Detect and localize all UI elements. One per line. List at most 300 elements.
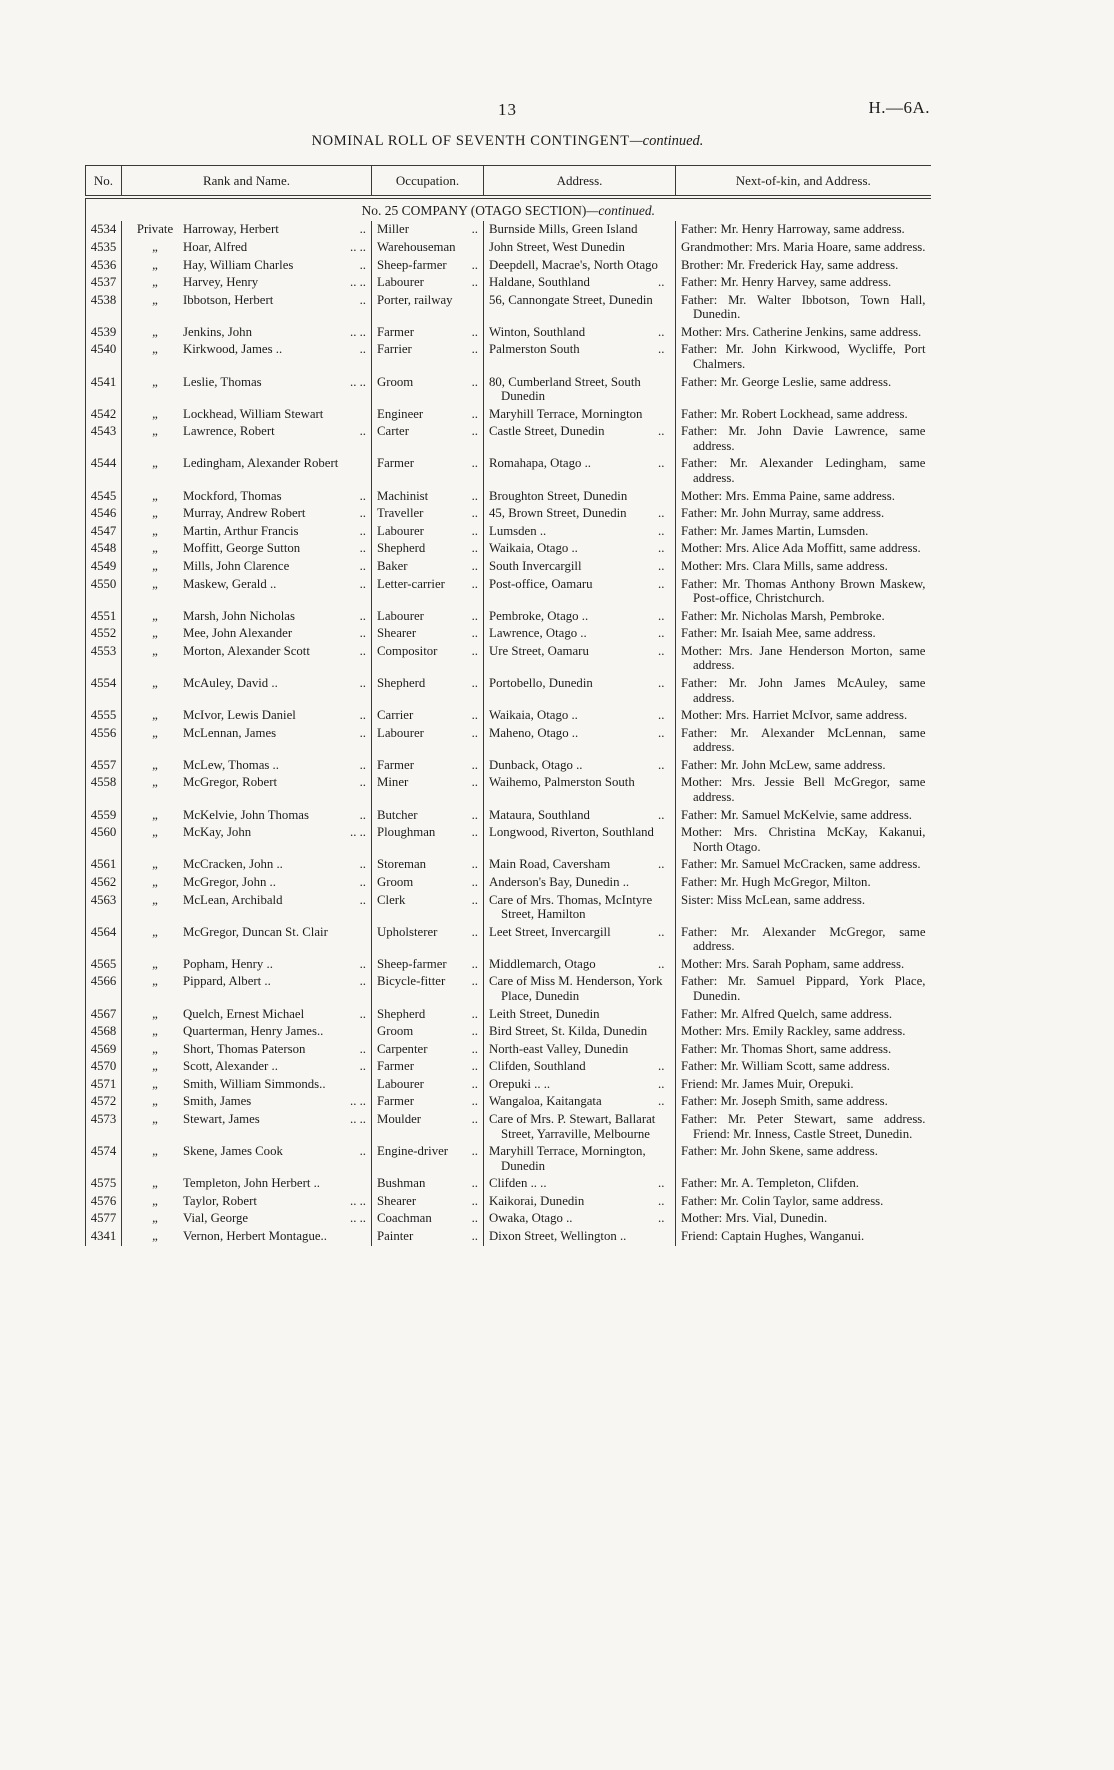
row-name: Ibbotson, Herbert xyxy=(183,292,274,307)
occupation-leader-dots: .. xyxy=(471,424,478,439)
row-name: Quelch, Ernest Michael xyxy=(183,1006,305,1021)
row-next-of-kin: Mother: Mrs. Emily Rackley, same address. xyxy=(681,1024,906,1039)
occupation-leader-dots: .. xyxy=(471,892,478,907)
address-leader-dots: .. xyxy=(658,708,665,723)
row-next-of-kin: Father: Mr. Alexander McLennan, same address. xyxy=(681,725,926,755)
occupation-leader-dots: .. xyxy=(471,775,478,790)
row-address-cell xyxy=(484,1006,676,1024)
row-rank: „ xyxy=(152,488,158,503)
row-occupation-cell xyxy=(372,1210,484,1228)
occupation-leader-dots: .. xyxy=(471,1094,478,1109)
rank-and-name-cell xyxy=(127,222,366,237)
rank-and-name-cell xyxy=(127,708,366,723)
row-address-cell xyxy=(484,1041,676,1059)
row-next-of-kin: Father: Mr. Samuel Pippard, York Place, Dunedin. xyxy=(681,974,926,1003)
name-leader-dots: .. xyxy=(359,956,366,971)
row-occupation: Upholsterer xyxy=(377,924,438,939)
occupation-leader-dots: .. xyxy=(471,1006,478,1021)
row-occupation-cell xyxy=(372,874,484,892)
row-name-wrap xyxy=(183,1229,366,1244)
row-name-wrap xyxy=(183,875,366,890)
rank-and-name-cell xyxy=(127,1007,366,1022)
row-occupation-cell xyxy=(372,625,484,643)
row-number: 4536 xyxy=(86,257,122,275)
row-number: 4561 xyxy=(86,856,122,874)
row-address: Maheno, Otago .. xyxy=(489,725,579,740)
occupation-leader-dots: .. xyxy=(471,956,478,971)
row-address-cell xyxy=(484,856,676,874)
row-address-cell xyxy=(484,292,676,324)
row-rank: „ xyxy=(152,874,158,889)
row-rank: „ xyxy=(152,974,158,989)
row-address-cell xyxy=(484,324,676,342)
name-leader-dots: .. xyxy=(359,974,366,989)
table-row xyxy=(86,774,931,806)
row-name: McKay, John xyxy=(183,825,252,840)
name-leader-dots: .. .. xyxy=(350,1211,366,1226)
row-number: 4552 xyxy=(86,625,122,643)
section-heading-main: No. 25 COMPANY (OTAGO SECTION) xyxy=(361,203,587,218)
row-name-wrap xyxy=(183,222,366,237)
table-row xyxy=(86,523,931,541)
row-address-cell xyxy=(484,757,676,775)
table-row xyxy=(86,824,931,856)
row-number: 4547 xyxy=(86,523,122,541)
row-name: McGregor, John .. xyxy=(183,874,276,889)
table-row xyxy=(86,292,931,324)
row-occupation: Farmer xyxy=(377,456,414,471)
table-row xyxy=(86,221,931,239)
table-row xyxy=(86,1006,931,1024)
row-occupation: Miller xyxy=(377,222,409,237)
name-leader-dots: .. xyxy=(359,675,366,690)
row-address-cell xyxy=(484,1093,676,1111)
row-address: Waikaia, Otago .. xyxy=(489,708,578,723)
row-name: Morton, Alexander Scott xyxy=(183,643,310,658)
row-address: Castle Street, Dunedin xyxy=(489,424,605,439)
table-row xyxy=(86,239,931,257)
row-occupation: Storeman xyxy=(377,857,427,872)
row-number: 4559 xyxy=(86,807,122,825)
page-number: 13 xyxy=(498,100,517,119)
row-name-wrap xyxy=(183,375,366,390)
row-name: Popham, Henry .. xyxy=(183,956,273,971)
row-name-wrap xyxy=(183,775,366,790)
row-occupation: Labourer xyxy=(377,608,424,623)
row-rank: „ xyxy=(152,1094,158,1109)
rank-and-name-cell xyxy=(127,541,366,556)
row-occupation-cell xyxy=(372,956,484,974)
row-rank: Private xyxy=(136,222,174,237)
rank-and-name-cell xyxy=(127,676,366,691)
table-header xyxy=(86,166,931,198)
name-leader-dots: .. xyxy=(359,626,366,641)
row-address-cell xyxy=(484,274,676,292)
row-name: Vernon, Herbert Montague.. xyxy=(183,1229,327,1244)
row-next-of-kin: Mother: Mrs. Alice Ada Moffitt, same address. xyxy=(681,541,921,556)
row-name-wrap xyxy=(183,524,366,539)
rank-and-name-cell xyxy=(127,758,366,773)
row-next-of-kin: Father: Mr. Walter Ibbotson, Town Hall, Dunedin. xyxy=(681,292,926,322)
occupation-leader-dots: .. xyxy=(471,374,478,389)
row-name-wrap xyxy=(183,708,366,723)
name-leader-dots: .. .. xyxy=(350,374,366,389)
occupation-leader-dots: .. xyxy=(471,708,478,723)
row-name-wrap xyxy=(183,1007,366,1022)
row-address: Wangaloa, Kaitangata xyxy=(489,1094,602,1109)
row-rank: „ xyxy=(152,924,158,939)
row-next-of-kin: Father: Mr. William Scott, same address. xyxy=(681,1059,890,1074)
row-number: 4563 xyxy=(86,892,122,924)
row-name: McLew, Thomas .. xyxy=(183,757,279,772)
row-name-wrap xyxy=(183,974,366,989)
address-leader-dots: .. xyxy=(658,541,665,556)
row-occupation: Groom xyxy=(377,1024,414,1039)
address-leader-dots: .. xyxy=(658,757,665,772)
row-address: Clifden .. .. xyxy=(489,1176,547,1191)
row-number: 4557 xyxy=(86,757,122,775)
rank-and-name-cell xyxy=(127,506,366,521)
row-name-wrap xyxy=(183,1094,366,1109)
row-address: Owaka, Otago .. xyxy=(489,1211,573,1226)
row-rank: „ xyxy=(152,506,158,521)
row-occupation-cell xyxy=(372,1093,484,1111)
row-name: Jenkins, John xyxy=(183,324,252,339)
row-address: Burnside Mills, Green Island xyxy=(489,222,638,237)
table-row xyxy=(86,455,931,487)
row-rank: „ xyxy=(152,424,158,439)
row-occupation-cell xyxy=(372,1058,484,1076)
table-row xyxy=(86,856,931,874)
rank-and-name-cell xyxy=(127,1211,366,1226)
rank-and-name-cell xyxy=(127,559,366,574)
row-address: Dixon Street, Wellington .. xyxy=(489,1229,627,1244)
row-rank: „ xyxy=(152,956,158,971)
row-occupation: Letter-carrier xyxy=(377,576,445,591)
row-name-wrap xyxy=(183,626,366,641)
row-number: 4560 xyxy=(86,824,122,856)
row-address: Care of Miss M. Henderson, York Place, Dunedin xyxy=(489,974,663,1003)
row-name: McGregor, Duncan St. Clair xyxy=(183,924,328,939)
occupation-leader-dots: .. xyxy=(471,324,478,339)
table-row xyxy=(86,973,931,1005)
row-next-of-kin: Father: Mr. Peter Stewart, same address. Friend: Mr. Inness, Castle Street, Dunedin. xyxy=(681,1112,926,1141)
row-address: Winton, Southland xyxy=(489,324,586,339)
table-row xyxy=(86,1193,931,1211)
row-name-wrap xyxy=(183,489,366,504)
row-rank: „ xyxy=(152,892,158,907)
occupation-leader-dots: .. xyxy=(471,626,478,641)
rank-and-name-cell xyxy=(127,424,366,439)
row-name: Short, Thomas Paterson xyxy=(183,1041,306,1056)
row-rank: „ xyxy=(152,324,158,339)
row-address-cell xyxy=(484,540,676,558)
occupation-leader-dots: .. xyxy=(471,506,478,521)
row-rank: „ xyxy=(152,757,158,772)
row-name-wrap xyxy=(183,577,366,592)
row-address: Clifden, Southland xyxy=(489,1059,586,1074)
row-occupation: Baker xyxy=(377,558,408,573)
row-occupation-cell xyxy=(372,1175,484,1193)
row-occupation-cell xyxy=(372,774,484,806)
row-next-of-kin: Father: Mr. Alexander Ledingham, same address. xyxy=(681,456,926,486)
rank-and-name-cell xyxy=(127,644,366,659)
row-rank: „ xyxy=(152,1112,158,1127)
row-name-wrap xyxy=(183,407,366,422)
row-name: Smith, William Simmonds.. xyxy=(183,1076,326,1091)
row-name: Mockford, Thomas xyxy=(183,488,282,503)
row-occupation: Shepherd xyxy=(377,1006,426,1021)
row-occupation: Shepherd xyxy=(377,541,426,556)
row-next-of-kin: Father: Mr. George Leslie, same address. xyxy=(681,374,892,389)
row-occupation-cell xyxy=(372,1143,484,1175)
row-address-cell xyxy=(484,1111,676,1143)
row-address-cell xyxy=(484,1023,676,1041)
row-address-cell xyxy=(484,643,676,675)
row-address-cell xyxy=(484,423,676,455)
row-name: Maskew, Gerald .. xyxy=(183,576,277,591)
row-address-cell xyxy=(484,1210,676,1228)
occupation-leader-dots: .. xyxy=(471,757,478,772)
row-next-of-kin: Mother: Mrs. Christina McKay, Kakanui, North Otago. xyxy=(681,825,926,854)
row-occupation: Moulder xyxy=(377,1112,422,1127)
row-address: Romahapa, Otago .. xyxy=(489,456,591,471)
rank-and-name-cell xyxy=(127,577,366,592)
row-name-wrap xyxy=(183,258,366,273)
row-occupation-cell xyxy=(372,824,484,856)
name-leader-dots: .. .. xyxy=(350,275,366,290)
row-number: 4554 xyxy=(86,675,122,707)
row-number: 4548 xyxy=(86,540,122,558)
row-next-of-kin: Friend: Mr. James Muir, Orepuki. xyxy=(681,1076,854,1091)
row-number: 4558 xyxy=(86,774,122,806)
row-occupation: Bicycle-fitter xyxy=(377,974,446,989)
row-name-wrap xyxy=(183,1112,366,1127)
row-occupation: Coachman xyxy=(377,1211,432,1226)
row-number: 4553 xyxy=(86,643,122,675)
rank-and-name-cell xyxy=(127,375,366,390)
address-leader-dots: .. xyxy=(658,643,665,658)
row-address: Lumsden .. xyxy=(489,523,547,538)
table-row xyxy=(86,540,931,558)
rank-and-name-cell xyxy=(127,974,366,989)
row-address: Bird Street, St. Kilda, Dunedin xyxy=(489,1024,648,1039)
row-occupation: Shearer xyxy=(377,626,417,641)
row-address-cell xyxy=(484,221,676,239)
rank-and-name-cell xyxy=(127,1194,366,1209)
row-rank: „ xyxy=(152,608,158,623)
row-address-cell xyxy=(484,1175,676,1193)
row-next-of-kin: Mother: Mrs. Vial, Dunedin. xyxy=(681,1211,828,1226)
row-next-of-kin: Father: Mr. Robert Lockhead, same address. xyxy=(681,406,908,421)
table-row xyxy=(86,558,931,576)
row-rank: „ xyxy=(152,1024,158,1039)
row-next-of-kin: Father: Mr. Hugh McGregor, Milton. xyxy=(681,874,871,889)
row-next-of-kin: Father: Mr. Colin Taylor, same address. xyxy=(681,1193,884,1208)
name-leader-dots: .. xyxy=(359,757,366,772)
rank-and-name-cell xyxy=(127,857,366,872)
table-row xyxy=(86,625,931,643)
row-occupation: Carpenter xyxy=(377,1041,428,1056)
row-address: Care of Mrs. P. Stewart, Ballarat Street, Yarraville, Melbourne xyxy=(489,1112,656,1141)
row-rank: „ xyxy=(152,1176,158,1191)
occupation-leader-dots: .. xyxy=(471,675,478,690)
row-next-of-kin: Father: Mr. Nicholas Marsh, Pembroke. xyxy=(681,608,885,623)
row-name: Kirkwood, James .. xyxy=(183,342,283,357)
row-address: Haldane, Southland xyxy=(489,275,590,290)
row-name: Quarterman, Henry James.. xyxy=(183,1024,324,1039)
row-address-cell xyxy=(484,239,676,257)
row-occupation-cell xyxy=(372,1076,484,1094)
row-number: 4570 xyxy=(86,1058,122,1076)
row-address: Broughton Street, Dunedin xyxy=(489,488,628,503)
name-leader-dots: .. xyxy=(359,257,366,272)
row-next-of-kin: Father: Mr. John Davie Lawrence, same address. xyxy=(681,424,926,453)
occupation-leader-dots: .. xyxy=(471,222,478,237)
row-number: 4534 xyxy=(86,221,122,239)
row-occupation-cell xyxy=(372,1111,484,1143)
column-header-next-of-kin: Next-of-kin, and Address. xyxy=(676,166,931,198)
occupation-leader-dots: .. xyxy=(471,1144,478,1159)
row-rank: „ xyxy=(152,558,158,573)
name-leader-dots: .. xyxy=(359,292,366,307)
row-address-cell xyxy=(484,625,676,643)
row-address-cell xyxy=(484,924,676,956)
address-leader-dots: .. xyxy=(658,675,665,690)
row-name: Mills, John Clarence xyxy=(183,558,290,573)
row-occupation: Machinist xyxy=(377,488,429,503)
row-next-of-kin: Father: Mr. John Murray, same address. xyxy=(681,506,885,521)
rank-and-name-cell xyxy=(127,407,366,422)
row-name-wrap xyxy=(183,325,366,340)
row-rank: „ xyxy=(152,675,158,690)
table-row xyxy=(86,406,931,424)
rank-and-name-cell xyxy=(127,1059,366,1074)
name-leader-dots: .. xyxy=(359,541,366,556)
row-number: 4575 xyxy=(86,1175,122,1193)
row-name: Templeton, John Herbert .. xyxy=(183,1176,320,1191)
row-address-cell xyxy=(484,675,676,707)
rank-and-name-cell xyxy=(127,1229,366,1244)
row-occupation-cell xyxy=(372,973,484,1005)
row-next-of-kin: Father: Mr. Henry Harvey, same address. xyxy=(681,275,892,290)
address-leader-dots: .. xyxy=(658,342,665,357)
row-address: Main Road, Caversham xyxy=(489,857,611,872)
row-address: Orepuki .. .. xyxy=(489,1076,551,1091)
row-number: 4564 xyxy=(86,924,122,956)
name-leader-dots: .. xyxy=(359,857,366,872)
rank-and-name-cell xyxy=(127,626,366,641)
row-name: McLean, Archibald xyxy=(183,892,283,907)
row-occupation: Carter xyxy=(377,424,409,439)
row-address: Leith Street, Dunedin xyxy=(489,1006,600,1021)
row-address: Mataura, Southland xyxy=(489,807,590,822)
occupation-leader-dots: .. xyxy=(471,456,478,471)
row-name-wrap xyxy=(183,609,366,624)
rank-and-name-cell xyxy=(127,1077,366,1092)
row-number: 4535 xyxy=(86,239,122,257)
row-number: 4551 xyxy=(86,608,122,626)
row-rank: „ xyxy=(152,292,158,307)
row-name: Murray, Andrew Robert xyxy=(183,506,306,521)
row-address-cell xyxy=(484,1143,676,1175)
section-heading-row xyxy=(86,197,931,221)
table-row xyxy=(86,1076,931,1094)
address-leader-dots: .. xyxy=(658,924,665,939)
occupation-leader-dots: .. xyxy=(471,807,478,822)
row-next-of-kin: Father: Mr. Alfred Quelch, same address. xyxy=(681,1006,893,1021)
table-row xyxy=(86,608,931,626)
row-name: Hay, William Charles xyxy=(183,257,294,272)
row-occupation: Farmer xyxy=(377,1059,414,1074)
row-occupation-cell xyxy=(372,643,484,675)
row-name-wrap xyxy=(183,1077,366,1092)
row-occupation-cell xyxy=(372,505,484,523)
row-name-wrap xyxy=(183,1042,366,1057)
row-next-of-kin: Father: Mr. Samuel McKelvie, same address. xyxy=(681,807,912,822)
rank-and-name-cell xyxy=(127,240,366,255)
row-occupation: Bushman xyxy=(377,1176,426,1191)
row-name: Skene, James Cook xyxy=(183,1144,283,1159)
row-next-of-kin: Brother: Mr. Frederick Hay, same address. xyxy=(681,257,899,272)
row-address-cell xyxy=(484,374,676,406)
row-address-cell xyxy=(484,257,676,275)
row-occupation: Sheep-farmer xyxy=(377,257,447,272)
row-name-wrap xyxy=(183,293,366,308)
row-name-wrap xyxy=(183,240,366,255)
row-address: Portobello, Dunedin xyxy=(489,675,593,690)
table-row xyxy=(86,324,931,342)
row-name-wrap xyxy=(183,275,366,290)
rank-and-name-cell xyxy=(127,875,366,890)
row-occupation: Groom xyxy=(377,374,414,389)
row-occupation: Clerk xyxy=(377,892,406,907)
row-address: Post-office, Oamaru xyxy=(489,576,593,591)
row-next-of-kin: Father: Mr. John Skene, same address. xyxy=(681,1144,878,1159)
row-name-wrap xyxy=(183,1176,366,1191)
row-next-of-kin: Father: Mr. Samuel McCracken, same address. xyxy=(681,857,921,872)
row-next-of-kin: Mother: Mrs. Harriet McIvor, same address. xyxy=(681,708,908,723)
row-occupation: Groom xyxy=(377,874,414,889)
table-row xyxy=(86,1111,931,1143)
row-occupation-cell xyxy=(372,455,484,487)
occupation-leader-dots: .. xyxy=(471,1176,478,1191)
row-occupation-cell xyxy=(372,1228,484,1246)
row-name-wrap xyxy=(183,957,366,972)
rank-and-name-cell xyxy=(127,609,366,624)
row-address-cell xyxy=(484,707,676,725)
occupation-leader-dots: .. xyxy=(471,342,478,357)
row-name-wrap xyxy=(183,1144,366,1159)
address-leader-dots: .. xyxy=(658,857,665,872)
row-next-of-kin: Father: Mr. James Martin, Lumsden. xyxy=(681,523,869,538)
occupation-leader-dots: .. xyxy=(471,576,478,591)
row-occupation-cell xyxy=(372,257,484,275)
row-next-of-kin: Mother: Mrs. Clara Mills, same address. xyxy=(681,558,888,573)
rank-and-name-cell xyxy=(127,808,366,823)
row-rank: „ xyxy=(152,708,158,723)
table-row xyxy=(86,757,931,775)
table-row xyxy=(86,341,931,373)
row-occupation-cell xyxy=(372,324,484,342)
occupation-leader-dots: .. xyxy=(471,406,478,421)
address-leader-dots: .. xyxy=(658,608,665,623)
row-occupation-cell xyxy=(372,292,484,324)
row-address: Anderson's Bay, Dunedin .. xyxy=(489,874,630,889)
table-row xyxy=(86,1228,931,1246)
row-address-cell xyxy=(484,608,676,626)
row-rank: „ xyxy=(152,1229,158,1244)
